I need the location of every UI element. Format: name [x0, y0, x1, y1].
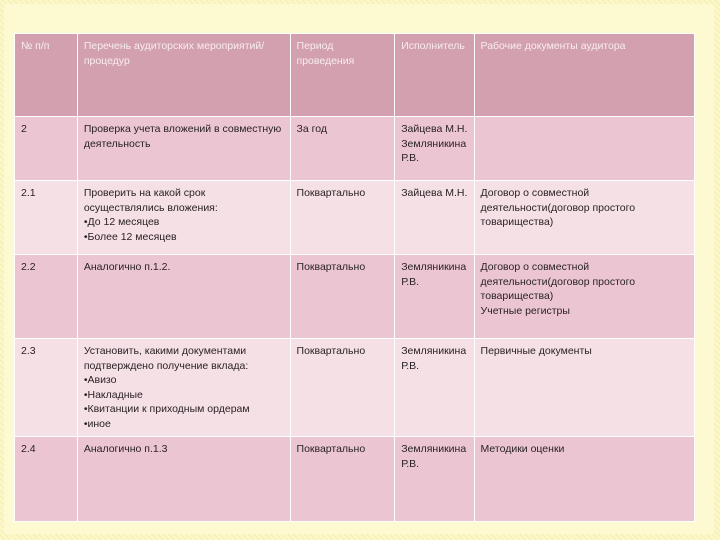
row-period: Поквартально — [290, 255, 395, 339]
row-documents — [474, 181, 694, 255]
row-number: 2.2 — [15, 255, 78, 339]
table-row — [15, 117, 695, 181]
row-documents — [474, 437, 694, 522]
row-procedure — [77, 181, 290, 255]
row-documents — [474, 255, 694, 339]
row-executor: Земляникина Р.В. — [395, 437, 474, 522]
document-line: Первичные документы — [480, 345, 592, 357]
header-procedures: Перечень аудиторских мероприятий/процедур — [77, 34, 290, 117]
audit-plan-table — [14, 33, 695, 522]
row-executor: Зайцева М.Н. — [395, 181, 474, 255]
row-executor: Земляникина Р.В. — [395, 339, 474, 437]
table-row — [15, 437, 695, 522]
document-line: Учетные регистры — [480, 304, 570, 317]
procedure-line: Проверка учета вложений в совместную деятельность — [83, 123, 282, 150]
header-documents: Рабочие документы аудитора — [474, 34, 694, 117]
procedure-line: •До 12 месяцев — [83, 216, 160, 228]
row-number: 2 — [15, 117, 78, 181]
row-procedure — [77, 339, 290, 437]
row-period: За год — [290, 117, 395, 181]
header-period: Период проведения — [290, 34, 395, 117]
row-number: 2.3 — [15, 339, 78, 437]
document-line: Договор о совместной деятельности(договор простого товарищества) — [480, 187, 636, 228]
table-header-row — [15, 34, 695, 117]
document-line: Договор о совместной деятельности(договор простого товарищества) — [480, 261, 636, 302]
row-procedure — [77, 437, 290, 522]
row-number: 2.4 — [15, 437, 78, 522]
procedure-line: Аналогично п.1.3 — [83, 443, 168, 455]
row-number: 2.1 — [15, 181, 78, 255]
row-period: Поквартально — [290, 181, 395, 255]
row-executor: Зайцева М.Н. Земляникина Р.В. — [395, 117, 474, 181]
procedure-line: •Авизо — [83, 374, 117, 386]
table-row — [15, 255, 695, 339]
table-row — [15, 181, 695, 255]
row-procedure — [77, 117, 290, 181]
procedure-line: Проверить на какой срок осуществлялись вложения: — [83, 187, 218, 214]
document-line: Методики оценки — [480, 443, 565, 455]
procedure-line: Аналогично п.1.2. — [83, 261, 171, 273]
row-executor: Земляникина Р.В. — [395, 255, 474, 339]
header-number: № п/п — [15, 34, 78, 117]
procedure-line: •иное — [83, 417, 111, 430]
table-row — [15, 339, 695, 437]
procedure-line: •Квитанции к приходным ордерам — [83, 403, 250, 415]
row-documents — [474, 339, 694, 437]
row-procedure — [77, 255, 290, 339]
procedure-line: •Накладные — [83, 388, 143, 401]
procedure-line: Установить, какими документами подтверждено получение вклада: — [83, 345, 249, 372]
row-period: Поквартально — [290, 339, 395, 437]
header-executor: Исполнитель — [395, 34, 474, 117]
row-documents — [474, 117, 694, 181]
row-period: Поквартально — [290, 437, 395, 522]
procedure-line: •Более 12 месяцев — [83, 230, 177, 243]
